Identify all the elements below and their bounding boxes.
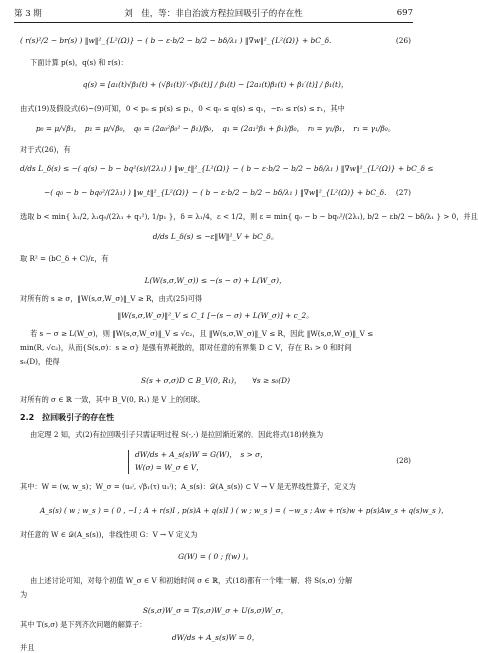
equation-number: (28) [396,456,411,465]
text-line: 由定理 2 知，式(2)有拉回吸引子只需证明过程 S(·,·) 是拉回渐近紧的．因此将式(18)转换为 [30,430,324,439]
text-line: s₀(D)，使得 [20,357,60,366]
system-line: dW/ds + A_s(s)W = G(W)， s > σ， [135,450,268,459]
header-page-number: 697 [396,8,413,18]
norm-bound: ‖W(s,σ,W_σ)‖²_V ≤ C_1 [−(s − σ) + L(W_σ)] + c_2。 [117,311,314,320]
equation-number: (27) [395,188,411,197]
text-line: 选取 b < min{ λ₁/2, λ₁q₀/(2λ₁ + q₁²), 1/p₁ }，δ = λ₁/4，ε < 1/2，则 ε = min{ q₀ − b − bq₀²/(2λ₁), b/2 − εb/2 − bδ/λ₁ } > 0，并且 [20,212,478,221]
equation-27-part2: −( q₀ − b − bq₀²/(2λ₁) ) ‖w_t‖²_{L²(Ω)} − ( b − ε·b/2 − b/2 − bδ/λ₁ ) ‖∇w‖²_{L²(Ω)} + bC_δ. (27) [44,188,411,197]
equation-26: ( r(s)²/2 − br(s) ) ‖w‖²_{L²(Ω)} − ( b − ε·b/2 − b/2 − bδ/λ₁ ) ‖∇w‖²_{L²(Ω)} + bC_δ. (26) [20,36,411,45]
absorbing-set: S(s + σ,σ)D ⊂ B_V(0, R₁)， ∀s ≥ s₀(D) [141,376,290,385]
text-line: 由式(19)及假设式(6)~(9)可知，0 < p₀ ≤ p(s) ≤ p₁，0 < q₀ ≤ q(s) ≤ q₁，−r₀ ≤ r(s) ≤ r₁，其中 [20,104,345,113]
decomposition: S(s,σ)W_σ = T(s,σ)W_σ + U(s,σ)W_σ， [142,606,289,615]
text-line: 下面计算 p(s)，q(s) 和 r(s)： [30,58,128,67]
section-heading: 2.2 拉回吸引子的存在性 [20,413,115,422]
system-line: W(σ) = W_σ ∈ V， [135,463,204,472]
derivative-bound: d/ds L_δ(s) ≤ −ε‖W‖²_V + bC_δ。 [152,232,279,241]
text-line: 若 s − σ ≥ L(W_σ)，则 ‖W(s,σ,W_σ)‖_V ≤ √c₂，且 ‖W(s,σ,W_σ)‖_V ≤ R，因此 ‖W(s,σ,W_σ)‖_V ≤ [30,329,374,338]
header-title: 刘 佳，等：非自治波方程拉回吸引子的存在性 [124,9,303,19]
text-line: 对于式(26)，有 [20,145,71,154]
lyapunov-inequality: L(W(s,σ,W_σ)) ≤ −(s − σ) + L(W_σ)， [144,276,287,285]
text-line: 并且 [20,643,35,652]
text-line: 由上述讨论可知，对每个初值 W_σ ∈ V 和初始时间 σ ∈ ℝ，式(18)都有一个唯一解．将 S(s,σ) 分解 [30,576,353,585]
header-issue: 第 3 期 [14,9,42,19]
equation-27-part1: d/ds L_δ(s) ≤ −( q(s) − b − bq²(s)/(2λ₁) ) ‖w_t‖²_{L²(Ω)} − ( b − ε·b/2 − b/2 − bδ/λ₁ ) ‖∇w‖²_{L²(Ω)} + bC_δ ≤ [20,164,434,173]
text-line: 其中 T(s,σ) 是下列齐次问题的解算子： [20,620,147,629]
equation-number: (26) [395,36,411,45]
text-line: 为 [20,590,28,599]
page-header [14,6,413,23]
constants-definition: p₀ = μ/√β₁， p₁ = μ/√β₀， q₀ = (2a₀²β₀² − β₁)/β₀， q₁ = (2a₁²β₁ + β₁)/β₀， r₀ = γ₁/β₁， r₁ = γ₁/β₀。 [35,124,396,133]
text-line: min(R, √c₂)，从而{S(s,σ)：s ≥ σ} 是强有界耗散的，即对任意的有界集 D ⊂ V，存在 R₁ > 0 和时间 [20,343,352,352]
text-line: 对任意的 W ∈ 𝒟(A_s(s))，非线性项 G：V → V 定义为 [20,530,198,539]
g-definition: G(W) = ( 0 ; f(w) )。 [178,552,253,561]
text-line: 其中：W = (w, w_s)；W_σ = (u₀ⁱ, √β₁(τ) u₁ⁱ)；A_s(s)：𝒟(A_s(s)) ⊂ V → V 是无界线性算子，定义为 [20,482,356,491]
q-definition: q(s) = [a₁(t)√β₁(t) + (√β₁(t))′·√β₁(t)] / β₁(t) − [2a₁(t)β₁(t) + β₁′(t)] / β₁(t)， [82,80,349,89]
text-line: 对所有的 s ≥ σ，‖W(s,σ,W_σ)‖_V ≥ R，由式(25)可得 [20,294,203,303]
homogeneous-equation: dW/ds + A_s(s)W = 0， [171,633,260,642]
text-line: 取 R² = (bC_δ + C)/ε，有 [20,254,109,263]
text-line: 对所有的 σ ∈ ℝ 一致，其中 B_V(0, R₁) 是 V 上的闭球。 [20,395,205,404]
operator-definition: A_s(s) ( w ; w_s ) = ( 0 , −I ; A + r(s)I , p(s)A + q(s)I ) ( w ; w_s ) = ( −w_s ; Aw + r(s)w + p(s)Aw_s + q(s)w_s )， [40,506,449,515]
